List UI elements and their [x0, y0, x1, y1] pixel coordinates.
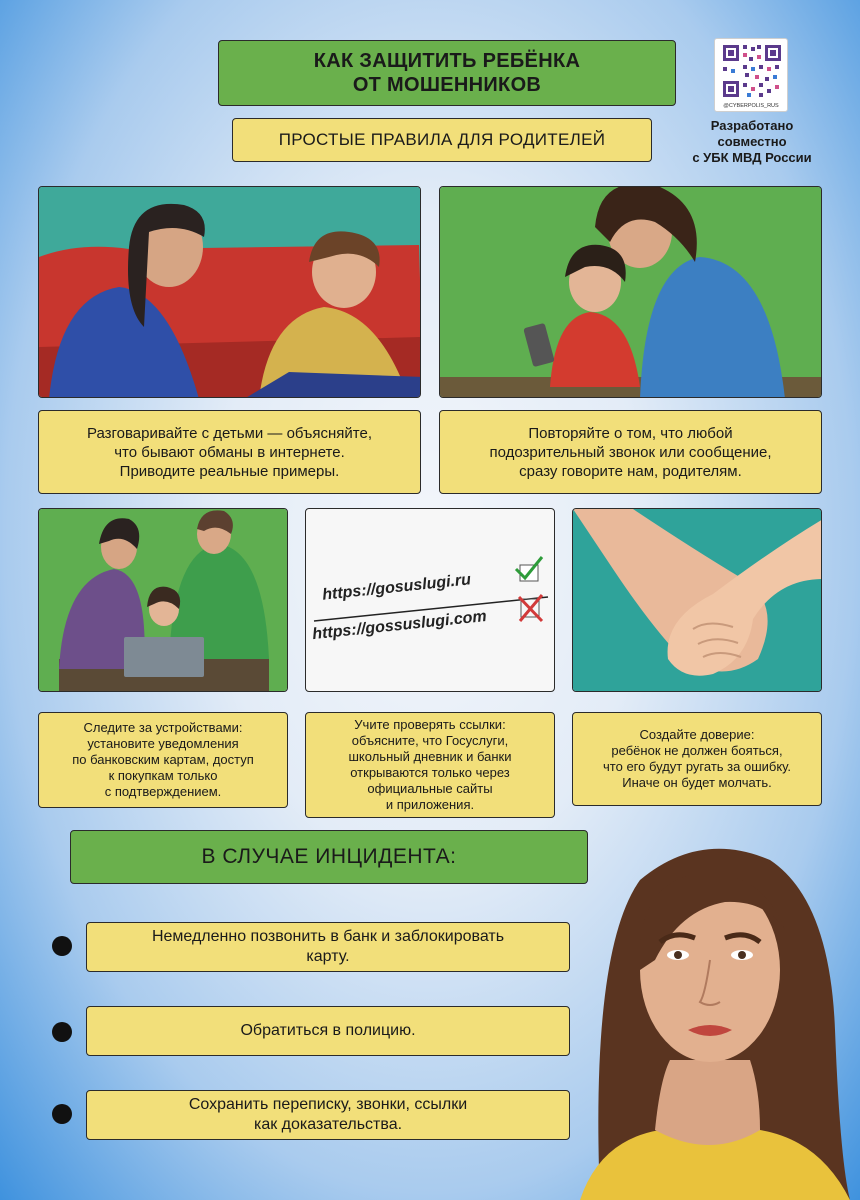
illustration-mother-and-daughter-with-phone	[439, 186, 822, 398]
qr-code-icon	[715, 39, 789, 103]
illustration-mother-talking-to-son	[38, 186, 421, 398]
developer-note: Разработано совместно с УБК МВД России	[692, 118, 812, 165]
poster-title: КАК ЗАЩИТИТЬ РЕБЁНКА ОТ МОШЕННИКОВ	[218, 40, 676, 106]
fake-link-text: https://gossuslugi.com	[311, 607, 488, 644]
qr-code[interactable]	[714, 38, 788, 112]
incident-action-bank: Немедленно позвонить в банк и заблокировать карту.	[86, 922, 570, 972]
tip-caption-report: Повторяйте о том, что любой подозрительный звонок или сообщение, сразу говорите нам, родителям.	[439, 410, 822, 494]
illustration-link-check	[305, 508, 555, 692]
tip-caption-talk: Разговаривайте с детьми — объясняйте, что бывают обманы в интернете. Приводите реальные примеры.	[38, 410, 421, 494]
incident-header: В СЛУЧАЕ ИНЦИДЕНТА:	[70, 830, 588, 884]
illustration-woman-portrait	[560, 830, 860, 1200]
correct-link-text: https://gosuslugi.ru	[321, 571, 472, 604]
bullet-icon	[52, 1022, 72, 1042]
incident-action-police: Обратиться в полицию.	[86, 1006, 570, 1056]
cross-mark-icon	[516, 593, 546, 623]
poster-subtitle: ПРОСТЫЕ ПРАВИЛА ДЛЯ РОДИТЕЛЕЙ	[232, 118, 652, 162]
incident-action-evidence: Сохранить переписку, звонки, ссылки как доказательства.	[86, 1090, 570, 1140]
bullet-icon	[52, 1104, 72, 1124]
check-mark-icon	[514, 555, 544, 585]
qr-caption: @CYBERPOLIS_RUS	[723, 103, 779, 109]
tip-caption-links: Учите проверять ссылки: объясните, что Госуслуги, школьный дневник и банки открываются только через официальные сайты и приложения.	[305, 712, 555, 818]
illustration-holding-hands	[572, 508, 822, 692]
tip-caption-trust: Создайте доверие: ребёнок не должен бояться, что его будут ругать за ошибку. Иначе он будет молчать.	[572, 712, 822, 806]
tip-caption-devices: Следите за устройствами: установите уведомления по банковским картам, доступ к покупкам только с подтверждением.	[38, 712, 288, 808]
illustration-parents-watching-child-laptop	[38, 508, 288, 692]
bullet-icon	[52, 936, 72, 956]
